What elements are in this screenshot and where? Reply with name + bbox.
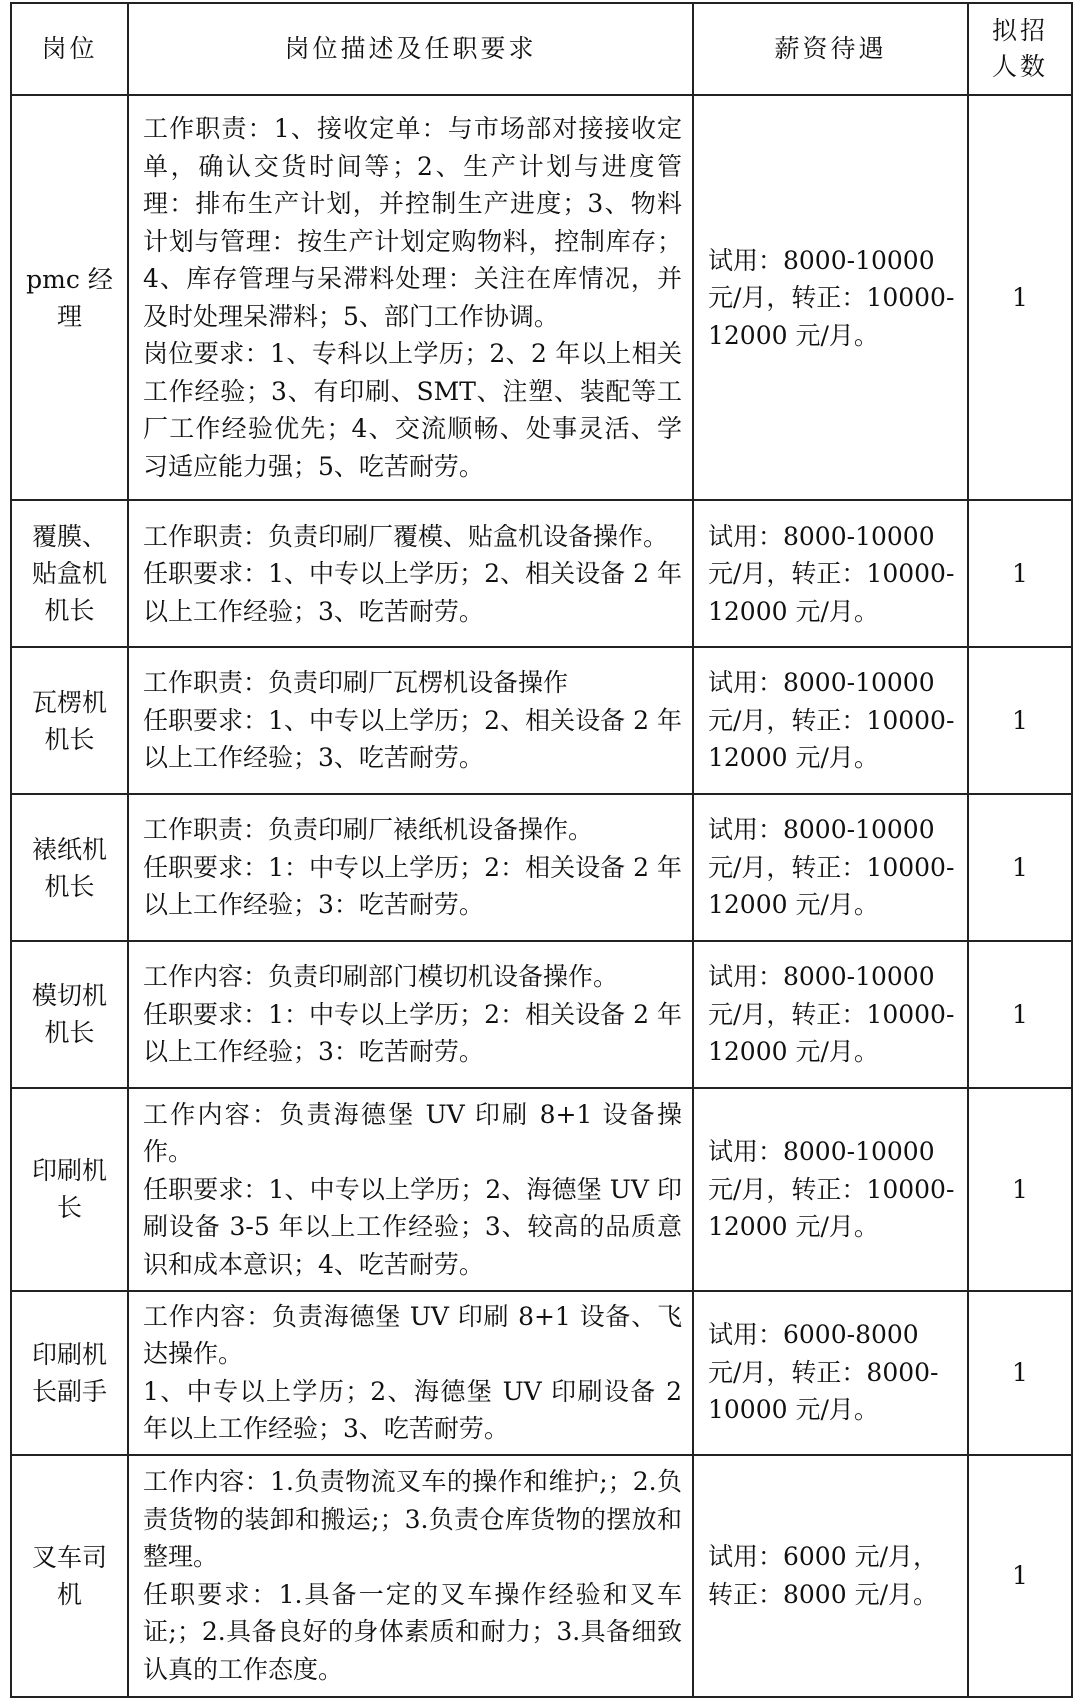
count-cell: 1 [968, 647, 1072, 794]
header-description: 岗位描述及任职要求 [128, 3, 693, 95]
salary-cell: 试用：8000-10000 元/月，转正：10000-12000 元/月。 [693, 95, 968, 500]
salary-cell: 试用：8000-10000 元/月，转正：10000-12000 元/月。 [693, 647, 968, 794]
position-cell: 瓦楞机机长 [11, 647, 128, 794]
position-cell: 叉车司机 [11, 1455, 128, 1697]
count-cell: 1 [968, 1088, 1072, 1291]
table-row [11, 1291, 1072, 1455]
salary-cell: 试用：8000-10000 元/月，转正：10000-12000 元/月。 [693, 941, 968, 1088]
table-header-row [11, 3, 1072, 95]
table-row [11, 1455, 1072, 1697]
duties-text: 工作内容：负责海德堡 UV 印刷 8+1 设备、飞达操作。 [143, 1301, 682, 1369]
duties-text: 工作职责：负责印刷厂覆模、贴盒机设备操作。 [143, 521, 669, 551]
salary-cell: 试用：6000 元/月，转正：8000 元/月。 [693, 1455, 968, 1697]
header-count: 拟招人数 [968, 3, 1072, 95]
table-row [11, 794, 1072, 941]
position-cell: 模切机机长 [11, 941, 128, 1088]
requirements-text: 任职要求：1、中专以上学历；2、相关设备 2 年以上工作经验；3、吃苦耐劳。 [143, 705, 682, 773]
salary-cell: 试用：6000-8000 元/月，转正：8000-10000 元/月。 [693, 1291, 968, 1455]
count-cell: 1 [968, 794, 1072, 941]
description-cell [128, 95, 693, 500]
position-cell: 印刷机长副手 [11, 1291, 128, 1455]
count-cell: 1 [968, 500, 1072, 647]
count-cell: 1 [968, 1455, 1072, 1697]
position-cell: 覆膜、贴盒机机长 [11, 500, 128, 647]
requirements-text: 岗位要求：1、专科以上学历；2、2 年以上相关工作经验；3、有印刷、SMT、注塑、装配等工厂工作经验优先；4、交流顺畅、处事灵活、学习适应能力强；5、吃苦耐劳。 [143, 339, 682, 481]
description-cell [128, 1291, 693, 1455]
header-position: 岗位 [11, 3, 128, 95]
job-table [10, 2, 1073, 1698]
position-cell: 裱纸机机长 [11, 794, 128, 941]
requirements-text: 任职要求：1：中专以上学历；2：相关设备 2 年以上工作经验；3：吃苦耐劳。 [143, 852, 682, 920]
position-cell: pmc 经理 [11, 95, 128, 500]
salary-cell: 试用：8000-10000 元/月，转正：10000-12000 元/月。 [693, 500, 968, 647]
duties-text: 工作内容：1.负责物流叉车的操作和维护;；2.负责货物的装卸和搬运;；3.负责仓库货物的摆放和整理。 [143, 1467, 682, 1572]
header-salary: 薪资待遇 [693, 3, 968, 95]
table-row [11, 1088, 1072, 1291]
description-cell [128, 794, 693, 941]
description-cell [128, 647, 693, 794]
salary-cell: 试用：8000-10000 元/月，转正：10000-12000 元/月。 [693, 1088, 968, 1291]
salary-cell: 试用：8000-10000 元/月，转正：10000-12000 元/月。 [693, 794, 968, 941]
table-row [11, 95, 1072, 500]
duties-text: 工作内容：负责印刷部门模切机设备操作。 [143, 962, 619, 992]
position-cell: 印刷机长 [11, 1088, 128, 1291]
description-cell [128, 1088, 693, 1291]
requirements-text: 任职要求：1.具备一定的叉车操作经验和叉车证;；2.具备良好的身体素质和耐力；3.具备细致认真的工作态度。 [143, 1579, 682, 1684]
duties-text: 工作职责：负责印刷厂裱纸机设备操作。 [143, 815, 594, 845]
description-cell [128, 1455, 693, 1697]
requirements-text: 任职要求：1、中专以上学历；2、海德堡 UV 印刷设备 3-5 年以上工作经验；3、较高的品质意识和成本意识；4、吃苦耐劳。 [143, 1174, 682, 1279]
description-cell [128, 500, 693, 647]
table-row [11, 647, 1072, 794]
table-row [11, 500, 1072, 647]
description-cell [128, 941, 693, 1088]
requirements-text: 任职要求：1、中专以上学历；2、相关设备 2 年以上工作经验；3、吃苦耐劳。 [143, 559, 682, 626]
duties-text: 工作职责：负责印刷厂瓦楞机设备操作 [143, 668, 569, 698]
table-row [11, 941, 1072, 1088]
duties-text: 工作内容：负责海德堡 UV 印刷 8+1 设备操作。 [143, 1099, 682, 1167]
count-cell: 1 [968, 1291, 1072, 1455]
duties-text: 工作职责：1、接收定单：与市场部对接接收定单，确认交货时间等；2、生产计划与进度管理：排布生产计划，并控制生产进度；3、物料计划与管理：按生产计划定购物料，控制库存；4、库存管理与呆滞料处理：关注在库情况，并及时处理呆滞料；5、部门工作协调。 [143, 114, 682, 331]
count-cell: 1 [968, 941, 1072, 1088]
requirements-text: 任职要求：1：中专以上学历；2：相关设备 2 年以上工作经验；3：吃苦耐劳。 [143, 999, 682, 1067]
requirements-text: 1、中专以上学历；2、海德堡 UV 印刷设备 2 年以上工作经验；3、吃苦耐劳。 [143, 1376, 682, 1444]
count-cell: 1 [968, 95, 1072, 500]
